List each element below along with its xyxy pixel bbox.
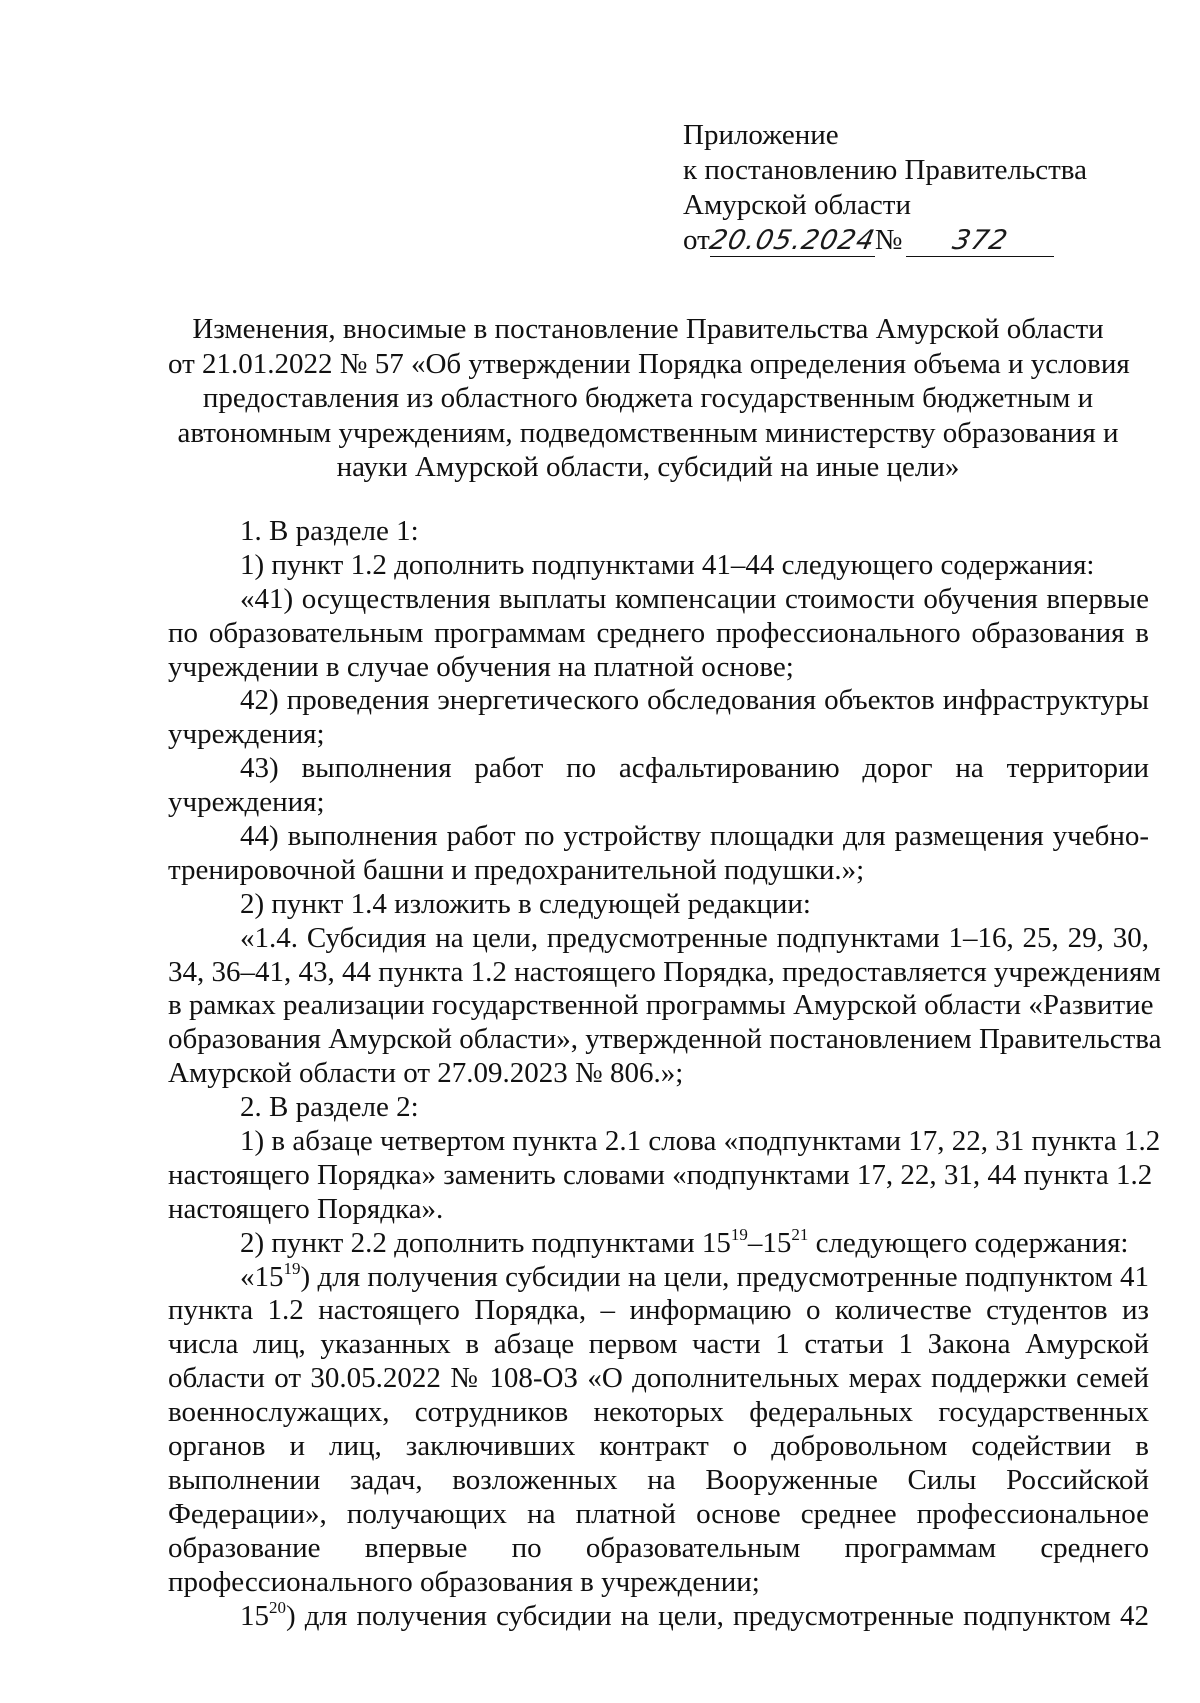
body-line: «41) осуществления выплаты компенсации стоимости обучения впервые xyxy=(240,582,1149,615)
body-line xyxy=(168,1258,1149,1295)
body-line: учреждения; xyxy=(168,786,325,819)
body-line: настоящего Порядка» заменить словами «подпунктами 17, 22, 31, 44 пункта 1.2 xyxy=(168,1158,1153,1191)
body-line: 1. В разделе 1: xyxy=(240,515,419,547)
body-line: области от 30.05.2022 № 108-ОЗ «О дополнительных мерах поддержки семей xyxy=(168,1362,1149,1395)
appendix-line-1: Приложение xyxy=(683,119,839,151)
handwritten-date xyxy=(706,225,878,257)
handwritten-date-text: 20.05.2024 xyxy=(706,225,878,256)
text-run: следующего содержания: xyxy=(808,1226,1129,1259)
body-line: учреждении в случае обучения на платной основе; xyxy=(168,650,794,683)
body-line: органов и лиц, заключивших контракт о добровольном содействии в xyxy=(168,1430,1149,1463)
body-line: 1) пункт 1.2 дополнить подпунктами 41–44 следующего содержания: xyxy=(240,548,1095,581)
text-run: 15 xyxy=(240,1599,269,1632)
date-prefix: от xyxy=(683,224,710,256)
body-line: образования Амурской области», утвержденной постановлением Правительства xyxy=(168,1023,1162,1056)
body-line: образование впервые по образовательным программам среднего xyxy=(168,1531,1149,1564)
body-line: профессионального образования в учреждении; xyxy=(168,1565,760,1598)
body-line: выполнении задач, возложенных на Вооруженные Силы Российской xyxy=(168,1463,1149,1496)
body-line: Амурской области от 27.09.2023 № 806.»; xyxy=(168,1057,684,1090)
number-sign: № xyxy=(874,224,903,256)
superscript: 19 xyxy=(283,1258,301,1278)
appendix-line-2: к постановлению Правительства xyxy=(683,154,1087,186)
body-line: Федерации», получающих на платной основе среднее профессиональное xyxy=(168,1497,1149,1530)
body-line: 34, 36–41, 43, 44 пункта 1.2 настоящего Порядка, предоставляется учреждениям xyxy=(168,955,1161,988)
appendix-date-line xyxy=(683,223,1103,258)
body-line xyxy=(168,1597,1149,1634)
text-run: –15 xyxy=(747,1226,792,1259)
text-run: 2) пункт 2.2 дополнить подпунктами 15 xyxy=(240,1226,731,1259)
body-line: 42) проведения энергетического обследования объектов инфраструктуры xyxy=(240,684,1149,717)
document-title xyxy=(168,312,1128,485)
body-line: 1) в абзаце четвертом пункта 2.1 слова «подпунктами 17, 22, 31 пункта 1.2 xyxy=(240,1125,1161,1158)
superscript: 19 xyxy=(730,1224,748,1244)
body-line xyxy=(168,1224,1149,1261)
body-line: «1.4. Субсидия на цели, предусмотренные подпунктами 1–16, 25, 29, 30, xyxy=(240,921,1149,954)
body-line: числа лиц, указанных в абзаце первом части 1 статьи 1 Закона Амурской xyxy=(168,1328,1149,1361)
text-run: ) для получения субсидии на цели, предусмотренные подпунктом 41 xyxy=(300,1260,1149,1293)
superscript: 21 xyxy=(791,1224,809,1244)
body-line: 44) выполнения работ по устройству площадки для размещения учебно- xyxy=(240,820,1149,853)
appendix-header xyxy=(683,118,1103,258)
document-body xyxy=(168,515,1162,1633)
body-line: 2. В разделе 2: xyxy=(240,1091,419,1124)
body-line: 43) выполнения работ по асфальтированию дорог на территории xyxy=(240,752,1149,785)
body-line: в рамках реализации государственной программы Амурской области «Развитие xyxy=(168,989,1154,1022)
body-line: 2) пункт 1.4 изложить в следующей редакции: xyxy=(240,887,811,920)
handwritten-number xyxy=(906,225,1054,257)
text-run: ) для получения субсидии на цели, предусмотренные подпунктом 42 xyxy=(286,1599,1149,1632)
text-run: «15 xyxy=(240,1260,284,1293)
body-line: настоящего Порядка». xyxy=(168,1192,444,1225)
body-line: военнослужащих, сотрудников некоторых федеральных государственных xyxy=(168,1396,1149,1429)
title-line: науки Амурской области, субсидий на иные цели» xyxy=(336,451,960,483)
title-line: предоставления из областного бюджета государственным бюджетным и xyxy=(202,382,1094,414)
handwritten-number-text: 372 xyxy=(949,225,1012,256)
superscript: 20 xyxy=(269,1597,286,1617)
body-line: по образовательным программам среднего профессионального образования в xyxy=(168,616,1149,649)
body-line: тренировочной башни и предохранительной подушки.»; xyxy=(168,853,865,886)
title-line: Изменения, вносимые в постановление Правительства Амурской области xyxy=(192,313,1104,345)
body-line: пункта 1.2 настоящего Порядка, – информацию о количестве студентов из xyxy=(168,1294,1149,1327)
appendix-line-3: Амурской области xyxy=(683,189,911,221)
title-line: от 21.01.2022 № 57 «Об утверждении Порядка определения объема и условия xyxy=(168,347,1130,380)
body-line: учреждения; xyxy=(168,718,325,751)
title-line: автономным учреждениям, подведомственным министерству образования и xyxy=(177,416,1119,449)
